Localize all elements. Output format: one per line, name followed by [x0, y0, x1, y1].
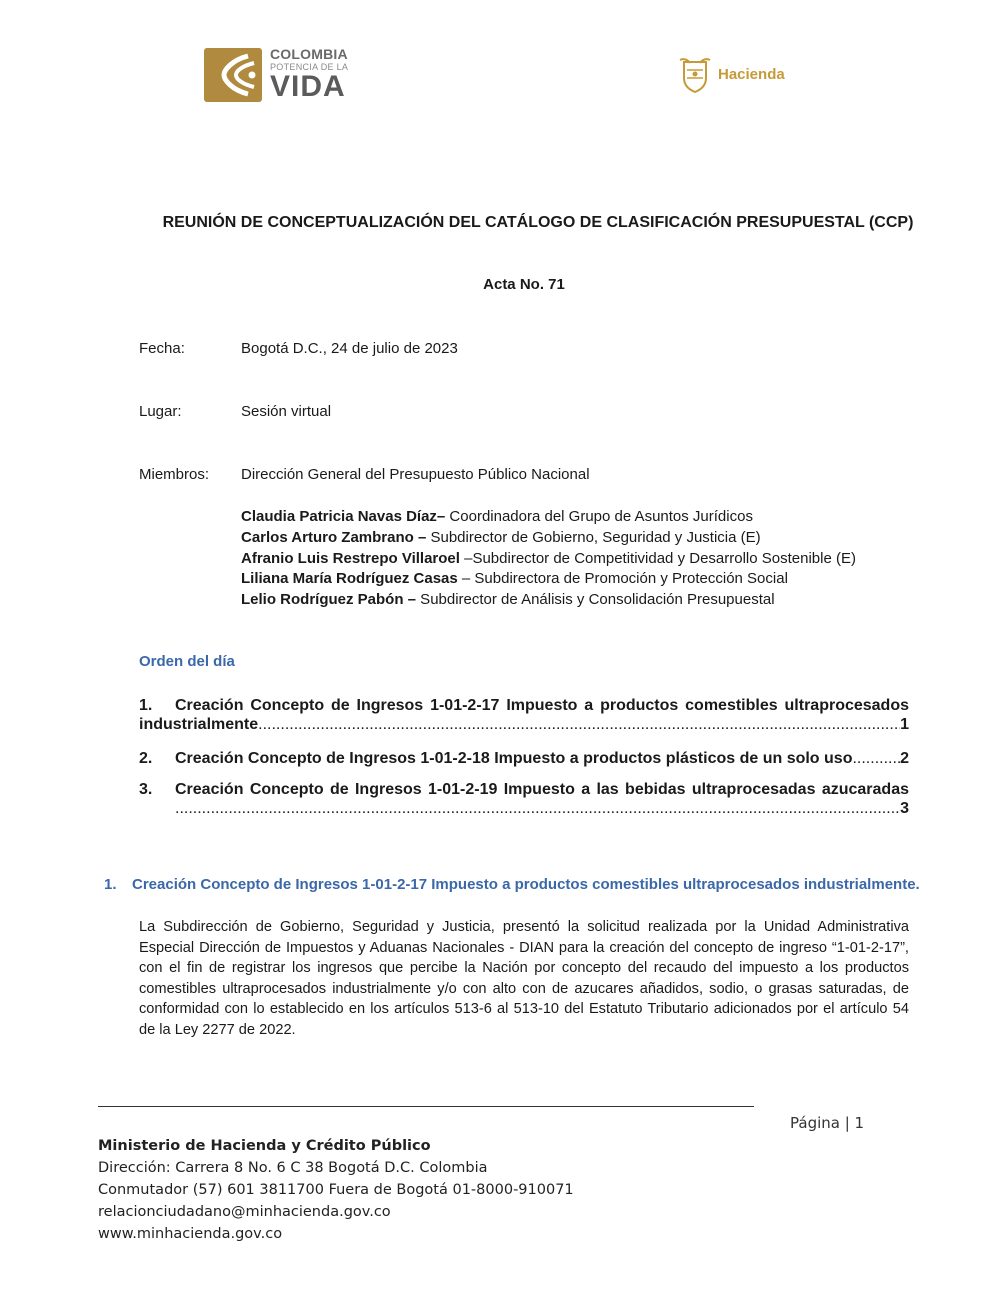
toc-item-1[interactable] [139, 697, 909, 734]
toc-text: Creación Concepto de Ingresos 1-01-2-19 Impuesto a las bebidas ultraprocesadas azucaradas [175, 781, 909, 798]
member-name: Afranio Luis Restrepo Villaroel [241, 549, 460, 567]
colombia-wave-icon [204, 48, 262, 102]
section-1-paragraph: La Subdirección de Gobierno, Seguridad y Justicia, presentó la solicitud realizada por la Unidad Administrativa Especial Dirección de Impuestos y Aduanas Nacionales - DIAN para la creación del concepto de ingreso “1-01-2-17”, con el fin de registrar los ingresos que percibe la Nación por concepto del recaudo del impuesto a los productos comestibles ultraprocesados industrialmente y/o con alto con de azucares añadidos, sodio, o grasas saturadas, de conformidad con lo establecido en los artículos 513-6 al 513-10 del Estatuto Tributario adicionados por el artículo 54 de la Ley 2277 de 2022. [139, 919, 909, 1038]
member-role: –Subdirector de Competitividad y Desarrollo Sostenible (E) [459, 549, 856, 567]
logo-line-potencia: POTENCIA DE LA [270, 62, 349, 72]
colombia-potencia-logo [204, 44, 364, 108]
member-name: Liliana María Rodríguez Casas [241, 570, 458, 588]
toc-number: 3. [139, 781, 153, 798]
member-item [241, 569, 856, 590]
toc-text-cont: industrialmente [139, 716, 259, 733]
footer-contact [98, 1135, 574, 1245]
member-name: Carlos Arturo Zambrano – [241, 528, 427, 546]
member-item [241, 549, 856, 570]
hacienda-logo [678, 56, 808, 94]
toc-text: Creación Concepto de Ingresos 1-01-2-18 Impuesto a productos plásticos de un solo uso [175, 750, 853, 767]
document-title: REUNIÓN DE CONCEPTUALIZACIÓN DEL CATÁLOGO DE CLASIFICACIÓN PRESUPUESTAL (CCP) [162, 214, 914, 231]
toc-item-2[interactable] [139, 750, 909, 768]
footer-website[interactable]: www.minhacienda.gov.co [98, 1226, 283, 1242]
toc-leader [258, 716, 900, 734]
toc-page: 1 [900, 716, 909, 733]
member-role: – Subdirectora de Promoción y Protección Social [457, 570, 788, 588]
orden-del-dia-heading: Orden del día [139, 653, 235, 670]
coat-of-arms-icon [678, 56, 712, 94]
logo-line-colombia: COLOMBIA [270, 46, 348, 62]
member-item [241, 528, 856, 549]
members-list [241, 507, 856, 611]
toc-leader [175, 800, 900, 818]
member-role: Coordinadora del Grupo de Asuntos Jurídicos [445, 508, 753, 525]
footer-phone: Conmutador (57) 601 3811700 Fuera de Bogotá 01-8000-910071 [98, 1182, 574, 1198]
footer-divider [98, 1106, 754, 1107]
toc-page: 3 [900, 800, 909, 817]
lugar-value: Sesión virtual [241, 403, 332, 420]
toc-item-3[interactable] [139, 781, 909, 818]
member-role: Subdirector de Gobierno, Seguridad y Justicia (E) [426, 528, 761, 546]
fecha-value: Bogotá D.C., 24 de julio de 2023 [241, 340, 458, 357]
member-item [241, 590, 856, 611]
member-role: Subdirector de Análisis y Consolidación Presupuestal [416, 591, 775, 609]
toc-page: 2 [900, 750, 909, 767]
section-1-heading [104, 876, 920, 893]
toc-number: 2. [139, 750, 153, 767]
footer-email[interactable]: relacionciudadano@minhacienda.gov.co [98, 1204, 391, 1220]
member-item [241, 507, 856, 528]
logo-line-vida: VIDA [270, 70, 346, 103]
section-title: Creación Concepto de Ingresos 1-01-2-17 Impuesto a productos comestibles ultraprocesados industrialmente. [132, 876, 920, 893]
section-number: 1. [104, 876, 117, 893]
page-number: Página | 1 [790, 1114, 865, 1132]
acta-number: Acta No. 71 [483, 276, 565, 293]
lugar-label: Lugar: [139, 403, 182, 420]
member-name: Claudia Patricia Navas Díaz– [241, 508, 446, 525]
hacienda-logo-text: Hacienda [718, 66, 785, 83]
fecha-label: Fecha: [139, 340, 185, 357]
toc-leader [852, 750, 900, 768]
toc-number: 1. [139, 697, 153, 714]
miembros-label: Miembros: [139, 466, 210, 483]
miembros-value: Dirección General del Presupuesto Público Nacional [241, 466, 590, 483]
footer-address: Dirección: Carrera 8 No. 6 C 38 Bogotá D.C. Colombia [98, 1160, 488, 1176]
footer-org: Ministerio de Hacienda y Crédito Público [98, 1138, 431, 1154]
member-name: Lelio Rodríguez Pabón – [241, 591, 417, 609]
toc-text: Creación Concepto de Ingresos 1-01-2-17 Impuesto a productos comestibles ultraprocesados [175, 697, 909, 714]
